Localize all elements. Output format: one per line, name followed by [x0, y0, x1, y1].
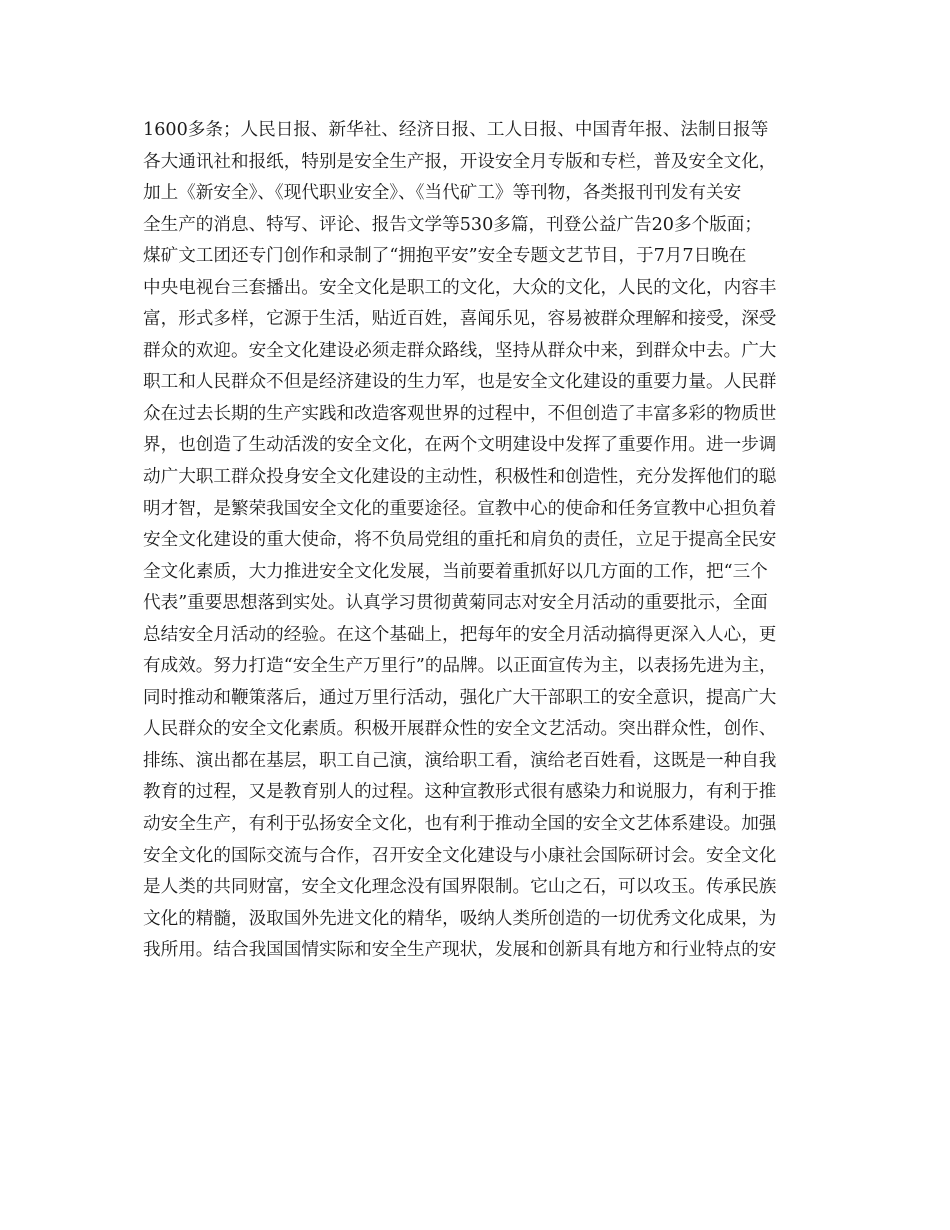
- text-line: 我所用。结合我国国情实际和安全生产现状，发展和创新具有地方和行业特点的安: [143, 940, 777, 961]
- text-line: 同时推动和鞭策落后，通过万里行活动，强化广大干部职工的安全意识，提高广大: [143, 687, 777, 708]
- body-text: [143, 115, 833, 967]
- text-line: 动安全生产，有利于弘扬安全文化，也有利于推动全国的安全文艺体系建设。加强: [143, 814, 777, 835]
- text-line: 人民群众的安全文化素质。积极开展群众性的安全文艺活动。突出群众性，创作、: [143, 719, 777, 740]
- text-line: 界，也创造了生动活泼的安全文化，在两个文明建设中发挥了重要作用。进一步调: [143, 435, 777, 456]
- text-line: 代表”重要思想落到实处。认真学习贯彻黄菊同志对安全月活动的重要批示，全面: [143, 593, 768, 614]
- text-line: 1600多条；人民日报、新华社、经济日报、工人日报、中国青年报、法制日报等: [143, 120, 769, 140]
- text-line: 群众的欢迎。安全文化建设必须走群众路线，坚持从群众中来，到群众中去。广大: [143, 340, 777, 361]
- text-line: 总结安全月活动的经验。在这个基础上，把每年的安全月活动搞得更深入人心，更: [143, 624, 777, 645]
- text-line: 全文化素质，大力推进安全文化发展，当前要着重抓好以几方面的工作，把“三个: [143, 561, 768, 582]
- text-line: 富，形式多样，它源于生活，贴近百姓，喜闻乐见，容易被群众理解和接受，深受: [143, 309, 777, 330]
- text-line: 文化的精髓，汲取国外先进文化的精华，吸纳人类所创造的一切优秀文化成果，为: [143, 908, 777, 929]
- text-line: 全生产的消息、特写、评论、报告文学等530多篇，刊登公益广告20多个版面；: [143, 214, 762, 235]
- text-line: 职工和人民群众不但是经济建设的生力军，也是安全文化建设的重要力量。人民群: [143, 372, 777, 393]
- text-line: 教育的过程，又是教育别人的过程。这种宣教形式很有感染力和说服力，有利于推: [143, 782, 777, 803]
- text-line: 中央电视台三套播出。安全文化是职工的文化，大众的文化，人民的文化，内容丰: [143, 277, 777, 298]
- text-line: 各大通讯社和报纸，特别是安全生产报，开设安全月专版和专栏，普及安全文化，: [143, 151, 777, 172]
- text-line: 加上《新安全》、《现代职业安全》、《当代矿工》等刊物，各类报刊刊发有关安: [143, 183, 742, 204]
- text-line: 安全文化的国际交流与合作，召开安全文化建设与小康社会国际研讨会。安全文化: [143, 845, 777, 866]
- text-line: 是人类的共同财富，安全文化理念没有国界限制。它山之石，可以攻玉。传承民族: [143, 877, 777, 898]
- text-line: 安全文化建设的重大使命，将不负局党组的重托和肩负的责任，立足于提高全民安: [143, 530, 777, 551]
- text-line: 有成效。努力打造“安全生产万里行”的品牌。以正面宣传为主，以表扬先进为主，: [143, 656, 777, 677]
- text-line: 煤矿文工团还专门创作和录制了“拥抱平安”安全专题文艺节目，于7月7日晚在: [143, 246, 747, 267]
- text-line: 明才智，是繁荣我国安全文化的重要途径。宣教中心的使命和任务宣教中心担负着: [143, 498, 777, 519]
- text-line: 排练、演出都在基层，职工自己演，演给职工看，演给老百姓看，这既是一种自我: [143, 750, 777, 771]
- text-line: 众在过去长期的生产实践和改造客观世界的过程中，不但创造了丰富多彩的物质世: [143, 403, 777, 424]
- text-line: 动广大职工群众投身安全文化建设的主动性，积极性和创造性，充分发挥他们的聪: [143, 467, 777, 488]
